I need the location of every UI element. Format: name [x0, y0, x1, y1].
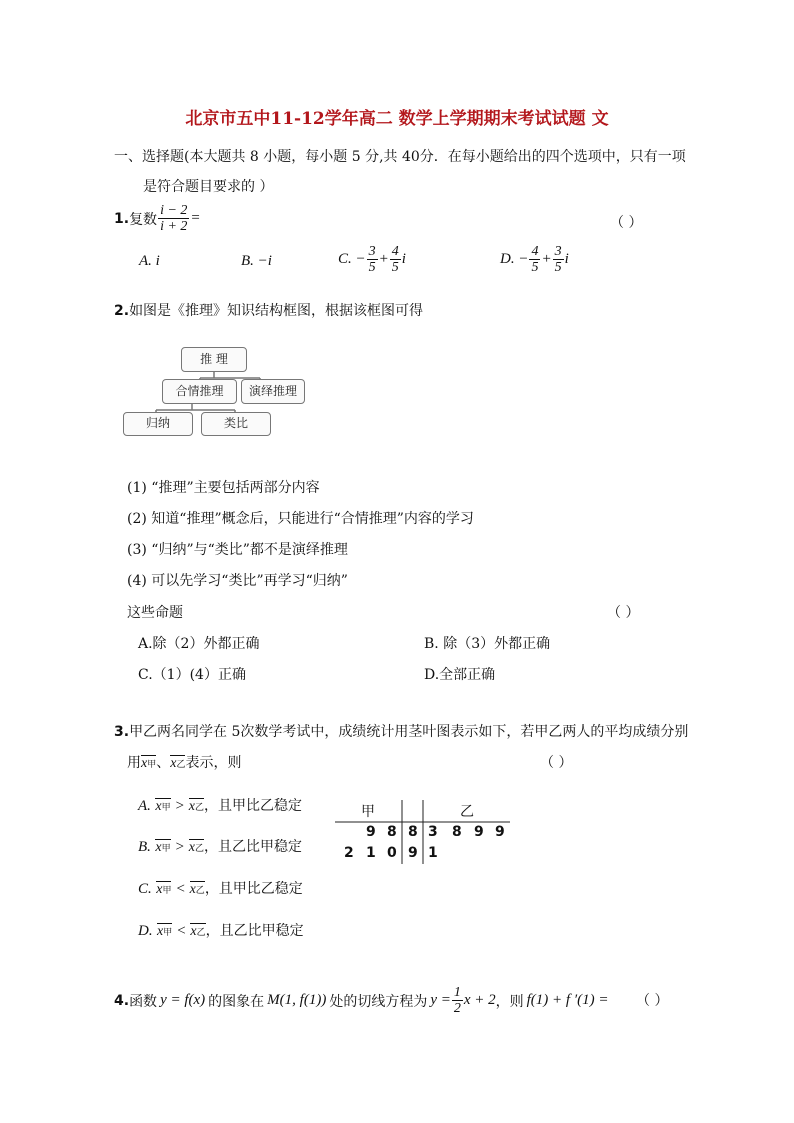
- variable-x: x: [188, 799, 195, 814]
- option-c-prefix: C. −: [338, 251, 366, 267]
- question-number: 3.: [114, 724, 130, 740]
- leaf-yi: 8: [452, 824, 462, 840]
- plus-sign: +: [541, 251, 552, 267]
- imaginary-unit: i: [401, 251, 406, 267]
- option-d: D.全部正确: [424, 667, 496, 683]
- question-number: 1.: [114, 210, 130, 227]
- fraction: [452, 985, 463, 1016]
- separator: 、: [156, 755, 171, 771]
- option-a: [138, 795, 302, 815]
- relation: <: [176, 923, 187, 939]
- leaf-yi: 3: [428, 824, 438, 840]
- statement-2: (2) 知道“推理”概念后，只能进行“合情推理”内容的学习: [127, 511, 474, 527]
- option-text: ，且乙比甲稳定: [205, 923, 304, 939]
- option-text: ，且甲比乙稳定: [204, 881, 303, 897]
- option-b: [138, 836, 302, 856]
- mean-yi: [189, 798, 204, 815]
- mean-jia: [157, 923, 172, 940]
- option-label: B.: [138, 839, 151, 855]
- question-number: 4.: [114, 992, 130, 1009]
- option-c: [338, 244, 406, 275]
- fraction: [553, 244, 564, 275]
- leaf-jia: 1: [366, 845, 376, 861]
- fraction: [529, 244, 540, 275]
- option-label: A.: [138, 798, 151, 814]
- option-d-prefix: D. −: [500, 251, 529, 267]
- statement-1: (1) “推理”主要包括两部分内容: [127, 480, 320, 496]
- diagram-node-analogy: 类比: [201, 412, 271, 436]
- subscript: 乙: [194, 803, 204, 813]
- option-c: [138, 878, 303, 898]
- leaf-jia: 0: [387, 845, 397, 861]
- diagram-node-plausible: 合情推理: [162, 379, 237, 404]
- answer-paren: （ ）: [610, 215, 643, 231]
- fraction-denominator: 2: [453, 1001, 461, 1016]
- variable-x: x: [189, 882, 196, 897]
- fraction-numerator: 3: [554, 244, 562, 259]
- question-4: [114, 985, 608, 1016]
- leaf-jia: 9: [366, 824, 376, 840]
- fraction: [390, 244, 401, 275]
- variable-x: x: [188, 840, 195, 855]
- mean-yi: [189, 839, 204, 856]
- fraction-numerator: i − 2: [160, 203, 188, 218]
- section-heading: 一、选择题(本大题共 8 小题，每小题 5 分,共 40分．在每小题给出的四个选项中，只有一项: [114, 149, 686, 165]
- relation: <: [175, 881, 186, 897]
- relation: >: [174, 798, 185, 814]
- diagram-node-induction: 归纳: [123, 412, 193, 436]
- option-d: [138, 920, 304, 940]
- subscript: 甲: [163, 928, 173, 938]
- diagram-node-deductive: 演绎推理: [241, 379, 305, 404]
- math-expression: y =: [430, 992, 451, 1008]
- math-expression: f(1) + f ′(1) =: [526, 992, 609, 1008]
- question-stem: 甲乙两名同学在 5次数学考试中，成绩统计用茎叶图表示如下，若甲乙两人的平均成绩分别: [129, 724, 689, 740]
- subscript: 乙: [176, 760, 186, 770]
- answer-paren: （ ）: [607, 605, 640, 621]
- stem-value: 8: [408, 824, 418, 840]
- leaf-yi: 1: [428, 845, 438, 861]
- option-a: A. i: [139, 253, 160, 269]
- question-stem: 如图是《推理》知识结构框图，根据该框图可得: [129, 303, 424, 319]
- imaginary-unit: i: [564, 251, 569, 267]
- option-text: ，且甲比乙稳定: [203, 798, 302, 814]
- question-1: [114, 203, 201, 234]
- diagram-node-root: 推 理: [181, 347, 247, 372]
- fraction: [367, 244, 378, 275]
- option-b: B. 除（3）外都正确: [424, 636, 551, 652]
- fraction-denominator: 5: [554, 260, 562, 275]
- stem-text: 表示，则: [185, 755, 242, 771]
- column-header-yi: 乙: [460, 804, 474, 820]
- stem-text: ，则: [495, 993, 524, 1010]
- fraction-denominator: 5: [368, 260, 376, 275]
- question-2: [114, 300, 423, 320]
- option-d: [500, 244, 569, 275]
- leaf-jia: 8: [387, 824, 397, 840]
- question-3: [114, 721, 688, 741]
- fraction-numerator: 1: [453, 985, 461, 1000]
- statement-3: (3) “归纳”与“类比”都不是演绎推理: [127, 542, 348, 558]
- stem-text: 处的切线方程为: [329, 993, 428, 1010]
- equals-sign: =: [190, 210, 201, 226]
- option-text: ，且乙比甲稳定: [203, 839, 302, 855]
- option-c: C.（1）(4）正确: [138, 667, 246, 683]
- fraction-denominator: 5: [531, 260, 539, 275]
- mean-jia: [141, 755, 156, 772]
- mean-jia: [155, 839, 170, 856]
- section-heading-cont: 是符合题目要求的 ）: [143, 179, 274, 195]
- math-expression: x + 2: [463, 992, 496, 1008]
- answer-paren: （ ）: [636, 993, 669, 1009]
- fraction: [158, 203, 189, 234]
- fraction-numerator: 3: [368, 244, 376, 259]
- option-b: B. −i: [241, 253, 272, 269]
- variable-x: x: [190, 924, 197, 939]
- subscript: 甲: [161, 844, 171, 854]
- option-label: C.: [138, 881, 152, 897]
- question-number: 2.: [114, 303, 130, 319]
- mean-jia: [155, 798, 170, 815]
- fraction-numerator: 4: [531, 244, 539, 259]
- stem-text: 函数: [129, 993, 158, 1010]
- mean-yi: [170, 755, 185, 772]
- variable-x: x: [141, 756, 148, 771]
- page-title: 北京市五中11-12学年高二 数学上学期期末考试试题 文: [185, 109, 609, 129]
- mean-yi: [190, 923, 205, 940]
- option-label: D.: [138, 923, 153, 939]
- relation: >: [174, 839, 185, 855]
- subscript: 甲: [162, 886, 172, 896]
- math-expression: M(1, f(1)): [267, 992, 327, 1008]
- option-a: A.除（2）外都正确: [138, 636, 260, 652]
- statement-4: (4) 可以先学习“类比”再学习“归纳”: [127, 573, 348, 589]
- subscript: 乙: [195, 886, 205, 896]
- leaf-yi: 9: [495, 824, 505, 840]
- question-prompt: 这些命题: [127, 605, 183, 621]
- variable-x: x: [155, 799, 162, 814]
- question-stem: 复数: [129, 211, 158, 228]
- math-expression: y = f(x): [160, 992, 206, 1008]
- fraction-denominator: 5: [391, 260, 399, 275]
- mean-yi: [190, 881, 205, 898]
- variable-x: x: [156, 882, 163, 897]
- subscript: 乙: [196, 928, 206, 938]
- subscript: 乙: [194, 844, 204, 854]
- plus-sign: +: [378, 251, 389, 267]
- leaf-yi: 9: [474, 824, 484, 840]
- stem-text: 的图象在: [208, 993, 265, 1010]
- mean-jia: [156, 881, 171, 898]
- stem-value: 9: [408, 845, 418, 861]
- stem-text: 用: [127, 755, 141, 771]
- variable-x: x: [170, 756, 177, 771]
- subscript: 甲: [161, 803, 171, 813]
- variable-x: x: [157, 924, 164, 939]
- answer-paren: （ ）: [540, 755, 573, 771]
- fraction-numerator: 4: [391, 244, 399, 259]
- leaf-jia: 2: [344, 845, 354, 861]
- subscript: 甲: [147, 760, 157, 770]
- fraction-denominator: i + 2: [160, 219, 188, 234]
- variable-x: x: [155, 840, 162, 855]
- column-header-jia: 甲: [361, 804, 375, 820]
- question-3-cont: [127, 752, 241, 772]
